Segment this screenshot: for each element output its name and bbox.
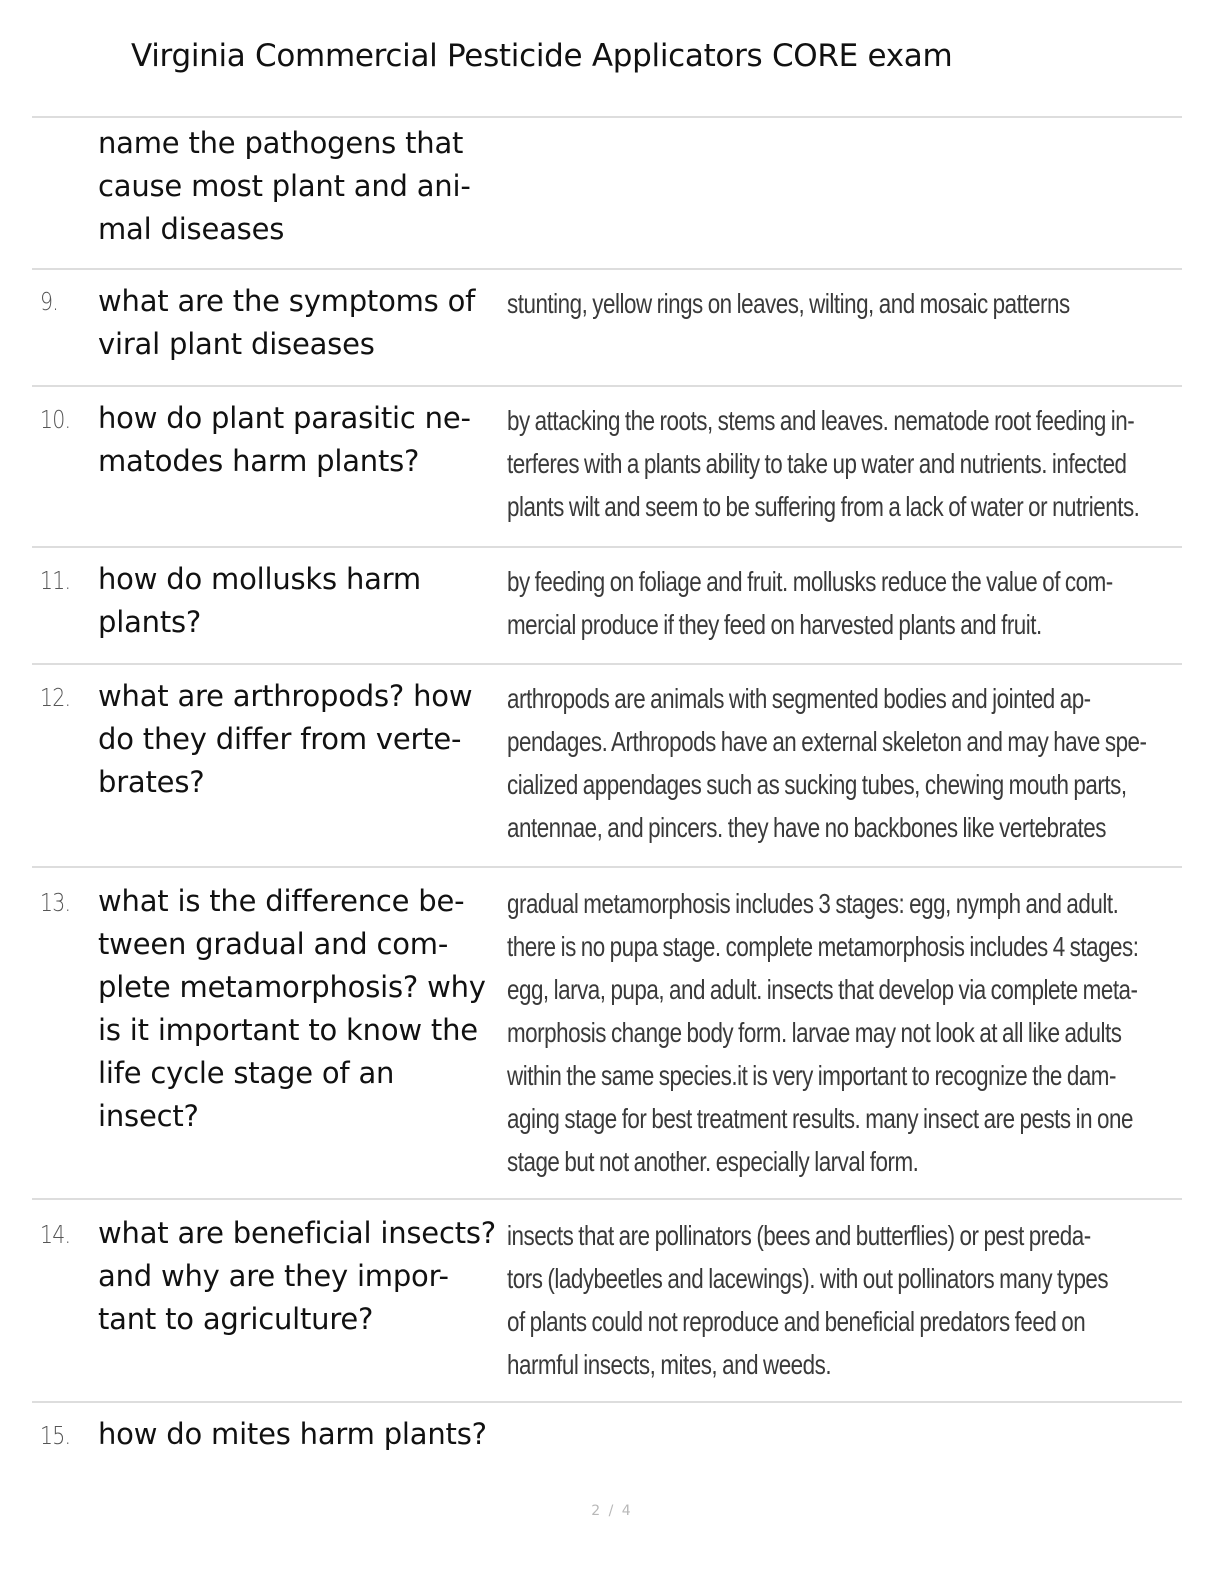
card-term: what is the difference be- tween gradual and com- plete metamorphosis? why is it important to know the life cycle stage of an insect? (98, 884, 486, 1133)
card-term: how do mites harm plants? (98, 1417, 487, 1451)
card-number: 12. (40, 683, 71, 712)
card-number: 14. (40, 1220, 71, 1249)
document-title: Virginia Commercial Pesticide Applicators CORE exam (131, 38, 953, 74)
card-term: how do mollusks harm plants? (98, 562, 421, 639)
flashcard (32, 1403, 1182, 1473)
card-term: what are beneficial insects? and why are they impor- tant to agriculture? (98, 1216, 496, 1336)
flashcard (32, 548, 1182, 665)
card-number: 9. (40, 287, 58, 316)
card-term: how do plant parasitic ne- matodes harm plants? (98, 401, 471, 478)
card-definition: by feeding on foliage and fruit. mollusks reduce the value of com- mercial produce if they feed on harvested plants and fruit. (507, 566, 1113, 640)
flashcard (32, 868, 1182, 1200)
card-definition: insects that are pollinators (bees and butterflies) or pest preda- tors (ladybeetles and lacewings). with out pollinators many types of plants could not reproduce and beneficial predators feed on harmful insects, mites, and weeds. (507, 1220, 1109, 1380)
flashcard-list (32, 116, 1182, 1473)
card-definition: arthropods are animals with segmented bodies and jointed ap- pendages. Arthropods have an external skeleton and may have spe- cialized appendages such as sucking tubes, chewing mouth parts, antennae, and pincers. they have no backbones like vertebrates (507, 683, 1147, 843)
flashcard (32, 387, 1182, 548)
card-number: 15. (40, 1421, 71, 1450)
flashcard (32, 665, 1182, 868)
flashcard (32, 118, 1182, 270)
card-term: name the pathogens that cause most plant and ani- mal diseases (98, 126, 471, 246)
card-term: what are arthropods? how do they differ from verte- brates? (98, 679, 473, 799)
card-number: 10. (40, 405, 71, 434)
card-term: what are the symptoms of viral plant diseases (98, 284, 476, 361)
card-number: 11. (40, 566, 71, 595)
card-number: 13. (40, 888, 71, 917)
flashcard (32, 270, 1182, 387)
flashcard (32, 1200, 1182, 1403)
card-definition: gradual metamorphosis includes 3 stages: egg, nymph and adult. there is no pupa stage. complete metamorphosis includes 4 stages: egg, larva, pupa, and adult. insects that develop via complete meta- morphosis change body form. larvae may not look at all like adults within the same species.it is very important to recognize the dam- aging stage for best treatment results. many insect are pests in one stage but not another. especially larval form. (507, 888, 1139, 1177)
card-definition: stunting, yellow rings on leaves, wilting, and mosaic patterns (507, 288, 1070, 319)
card-definition: by attacking the roots, stems and leaves. nematode root feeding in- terferes with a plants ability to take up water and nutrients. infected plants wilt and seem to be suffering from a lack of water or nutrients. (507, 405, 1140, 522)
page-number: 2 / 4 (591, 1503, 633, 1519)
